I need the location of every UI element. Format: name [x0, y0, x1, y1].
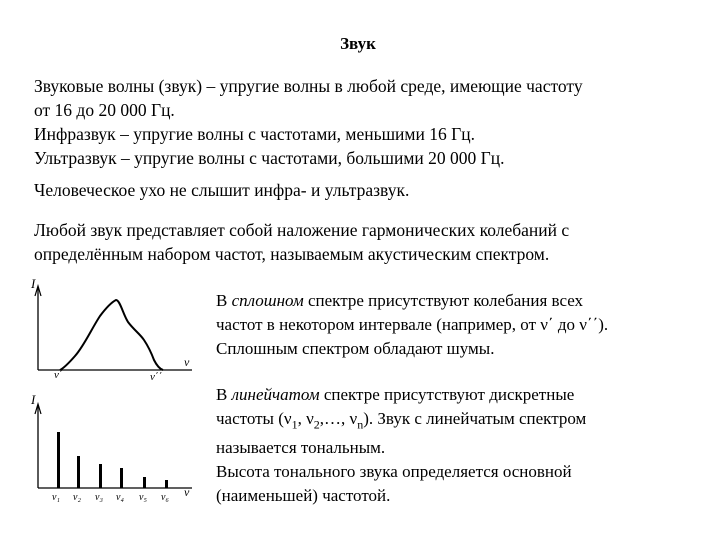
- continuous-line-2: частот в некотором интервале (например, от ν΄ до ν΄΄).: [216, 315, 609, 334]
- line-x-label: ν: [184, 485, 190, 499]
- continuous-y-label: I: [31, 276, 36, 291]
- ear-line: Человеческое ухо не слышит инфра- и ультразвук.: [34, 180, 410, 200]
- linear-l2-b: , ν: [297, 409, 314, 428]
- intro-line-1: Звуковые волны (звук) – упругие волны в любой среде, имеющие частоту: [34, 76, 583, 96]
- continuous-line-3: Сплошным спектром обладают шумы.: [216, 339, 495, 358]
- linear-line-3: называется тональным.: [216, 438, 386, 458]
- linear-sub-2: 2: [313, 417, 320, 432]
- spectrum-line-2: определённым набором частот, называемым акустическим спектром.: [34, 244, 550, 264]
- continuous-l1-pre: В: [216, 291, 232, 310]
- continuous-nu-double-prime: ν΄΄: [150, 371, 163, 382]
- spectral-line-3: [99, 464, 102, 488]
- continuous-term: сплошном: [231, 291, 304, 310]
- linear-line-1: [216, 383, 706, 407]
- linear-sub-n: n: [357, 417, 364, 432]
- linear-term: линейчатом: [231, 385, 320, 404]
- continuous-nu-prime: ν΄: [54, 369, 63, 381]
- continuous-l1-post: спектре присутствуют колебания всех: [303, 291, 584, 310]
- line-tick-4: ν₄: [116, 492, 124, 503]
- spectral-line-6: [165, 480, 168, 488]
- linear-line-2: [216, 407, 706, 436]
- linear-l1-post: спектре присутствуют дискретные: [319, 385, 575, 404]
- line-tick-2: ν₂: [73, 492, 81, 503]
- spectral-line-2: [77, 456, 80, 488]
- line-y-axis: [35, 404, 41, 488]
- spectrum-line-1: Любой звук представляет собой наложение гармонических колебаний с: [34, 220, 570, 240]
- intro-line-3: Инфразвук – упругие волны с частотами, меньшими 16 Гц.: [34, 124, 475, 144]
- ear-paragraph: [34, 178, 694, 202]
- linear-l1-pre: В: [216, 385, 232, 404]
- linear-l2-a: частоты (ν: [216, 409, 292, 428]
- title-text: Звук: [340, 34, 376, 53]
- line-tick-1: ν₁: [52, 492, 60, 503]
- spectral-line-4: [120, 468, 123, 488]
- linear-line-5: (наименьшей) частотой.: [216, 486, 391, 506]
- continuous-line-1: [216, 289, 706, 313]
- continuous-spectrum-curve: [60, 300, 163, 370]
- linear-l2-c: ,…, ν: [319, 409, 358, 428]
- line-tick-6: ν₆: [161, 492, 169, 503]
- line-tick-3: ν₃: [95, 492, 103, 503]
- intro-line-4: Ультразвук – упругие волны с частотами, большими 20 000 Гц.: [34, 148, 505, 168]
- continuous-spectrum-text: [216, 289, 706, 361]
- line-y-label: I: [31, 392, 36, 407]
- spectral-line-5: [143, 477, 146, 488]
- intro-line-2: от 16 до 20 000 Гц.: [34, 100, 175, 120]
- page-title: [0, 34, 720, 54]
- continuous-y-axis: [35, 286, 41, 370]
- line-spectrum-graph: [20, 384, 200, 504]
- linear-line-4: Высота тонального звука определяется основной: [216, 462, 572, 482]
- spectrum-paragraph: [34, 218, 694, 266]
- continuous-x-label: ν: [184, 355, 190, 369]
- linear-sub-1: 1: [291, 417, 298, 432]
- linear-spectrum-text: [216, 383, 706, 508]
- linear-l2-d: ). Звук с линейчатым спектром: [363, 409, 587, 428]
- line-tick-5: ν₅: [139, 492, 147, 503]
- continuous-spectrum-graph: [20, 270, 200, 382]
- spectral-line-1: [57, 432, 60, 488]
- intro-paragraph: [34, 74, 694, 170]
